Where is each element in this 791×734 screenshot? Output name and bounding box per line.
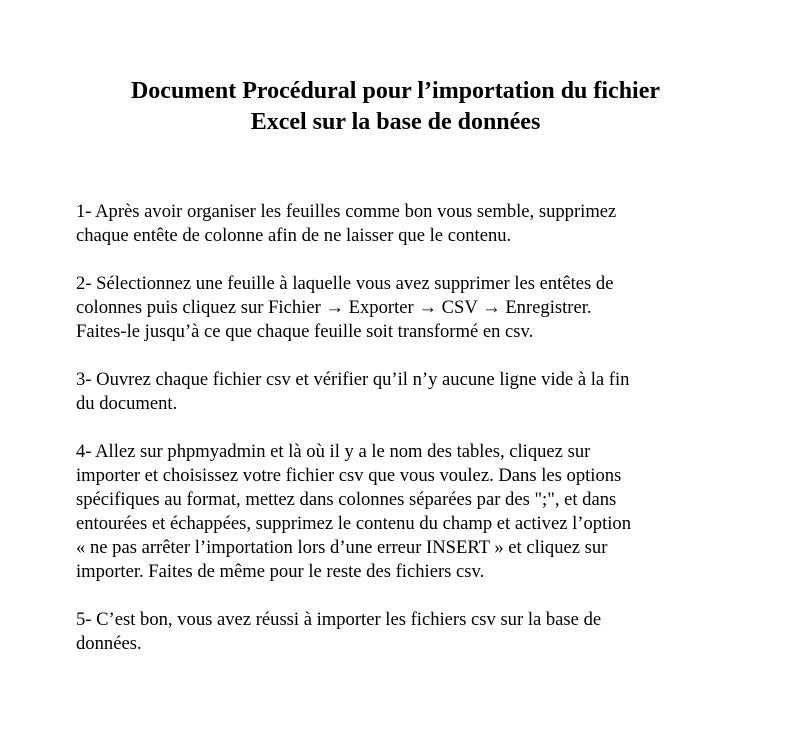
step-1-paragraph [76, 200, 726, 248]
step-4-line: 4- Allez sur phpmyadmin et là où il y a le nom des tables, cliquez sur [76, 441, 591, 462]
step-2-line: 2- Sélectionnez une feuille à laquelle vous avez supprimer les entêtes de [76, 273, 614, 294]
step-2-line: Faites-le jusqu’à ce que chaque feuille soit transformé en csv. [76, 321, 534, 342]
step-5-line: 5- C’est bon, vous avez réussi à importer les fichiers csv sur la base de [76, 609, 602, 630]
step-5-paragraph [76, 608, 726, 656]
step-4-line: importer. Faites de même pour le reste des fichiers csv. [76, 561, 485, 582]
step-4-line: entourées et échappées, supprimez le contenu du champ et activez l’option [76, 513, 632, 534]
step-4-paragraph [76, 440, 726, 584]
step-1-line: chaque entête de colonne afin de ne laisser que le contenu. [76, 225, 512, 246]
step-3-paragraph [76, 368, 726, 416]
title-line-1: Document Procédural pour l’importation du fichier [130, 78, 661, 104]
procedure-steps [76, 200, 726, 680]
step-1-line: 1- Après avoir organiser les feuilles comme bon vous semble, supprimez [76, 201, 617, 222]
step-2-line: colonnes puis cliquez sur Fichier → Exporter → CSV → Enregistrer. [76, 297, 592, 318]
step-4-line: importer et choisissez votre fichier csv que vous voulez. Dans les options [76, 465, 622, 486]
title-line-2: Excel sur la base de données [250, 109, 541, 135]
step-2-paragraph [76, 272, 726, 344]
document-title [0, 76, 791, 138]
step-3-line: du document. [76, 393, 178, 414]
step-3-line: 3- Ouvrez chaque fichier csv et vérifier qu’il n’y aucune ligne vide à la fin [76, 369, 630, 390]
step-5-line: données. [76, 633, 142, 654]
step-4-line: « ne pas arrêter l’importation lors d’une erreur INSERT » et cliquez sur [76, 537, 608, 558]
step-4-line: spécifiques au format, mettez dans colonnes séparées par des ";", et dans [76, 489, 617, 510]
